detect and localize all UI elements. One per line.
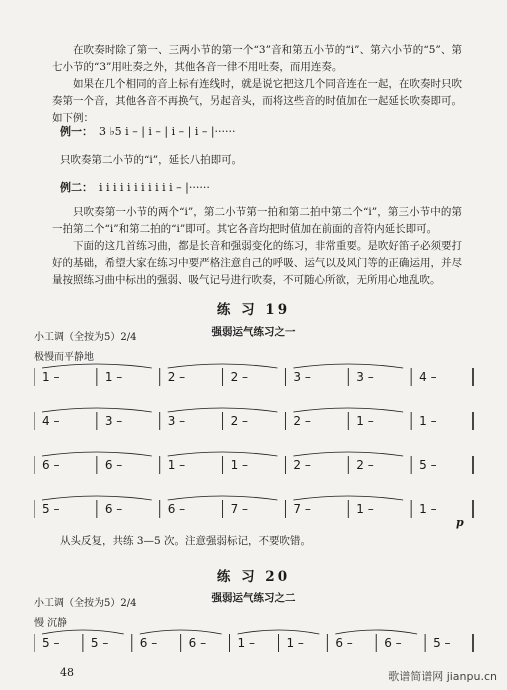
para2-text-1: 只吹奏第一小节的两个“i”，第二小节第一拍和第二拍中第二个“i”，第三小节中的第一拍第二个“i”和第二拍的“i”即可。其它各音均把时值加在前面的音符内延长即可。 <box>52 206 462 235</box>
exercise-20-heading: 练 习 20 <box>216 569 291 585</box>
tie-arc <box>42 496 152 500</box>
second-paragraph <box>52 204 462 289</box>
measure-notes: 2 – <box>293 458 311 472</box>
example-2-notes: i i i i i i i i i i i – |······ <box>99 180 210 194</box>
example-1-caption: 只吹奏第二小节的“i”，延长八拍即可。 <box>60 154 243 166</box>
tie-arc <box>140 630 222 634</box>
exercise-19-row-lines <box>34 406 474 432</box>
measure-notes: 2 – <box>356 458 374 472</box>
exercise-19-key: 小工调（全按为5）2/4 <box>34 332 137 343</box>
measure-notes: 1 – <box>356 414 374 428</box>
measure-notes: 6 – <box>104 502 123 516</box>
measure-notes: 1 – <box>230 458 249 472</box>
measure-notes: 2 – <box>230 414 249 428</box>
measure-notes: 6 – <box>384 636 402 650</box>
tie-arc <box>293 364 403 368</box>
measure-notes: 2 – <box>293 414 311 428</box>
exercise-20-key: 小工调（全按为5）2/4 <box>34 598 137 609</box>
page-number: 48 <box>60 666 74 679</box>
tie-arc <box>168 364 278 368</box>
exercise-20-row <box>34 628 474 654</box>
exercise-19-subtitle: 强弱运气练习之一 <box>211 326 296 338</box>
exercise-19-row <box>34 450 474 476</box>
measure-notes: 1 – <box>167 458 186 472</box>
measure-notes: 5 – <box>419 458 437 472</box>
measure-notes: 5 – <box>42 636 60 650</box>
measure-notes: 6 – <box>188 636 207 650</box>
tie-arc <box>168 496 278 500</box>
exercise-19-row <box>34 362 474 388</box>
para2-text-2: 下面的这几首练习曲，都是长音和强弱变化的练习，非常重要。是吹好笛子必须要打好的基础，希望大家在练习中要严格注意自己的呼吸、运气以及风门等的正确运用，并尽量按照练习曲中标出的强弱、吸气记号进行吹奏，不可随心所欲，无所用心地乱吹。 <box>52 240 462 286</box>
measure-notes: 6 – <box>335 636 353 650</box>
tie-arc <box>42 452 152 456</box>
measure-notes: 7 – <box>230 502 249 516</box>
tie-arc <box>168 408 278 412</box>
exercise-20-subtitle: 强弱运气练习之二 <box>211 592 296 604</box>
tie-arc <box>293 452 403 456</box>
exercise-19-row <box>34 406 474 432</box>
exercise-19-heading: 练 习 19 <box>216 302 291 318</box>
measure-notes: 5 – <box>433 636 451 650</box>
measure-notes: 1 – <box>286 636 304 650</box>
tie-arc <box>293 496 403 500</box>
tie-arc <box>42 364 152 368</box>
intro-text-2: 如果在几个相同的音上标有连线时，就是说它把这几个同音连在一起，在吹奏时只吹奏第一个音，其他各音不再换气，另起音头，而将这些音的时值加在一起延长吹奏即可。如下例： <box>52 78 462 124</box>
measure-notes: 3 – <box>167 414 186 428</box>
measure-notes: 7 – <box>293 502 311 516</box>
tie-arc <box>168 452 278 456</box>
measure-notes: 1 – <box>419 414 437 428</box>
measure-notes: 1 – <box>237 636 255 650</box>
dynamic-marking: p <box>456 516 464 529</box>
measure-notes: 4 – <box>42 414 60 428</box>
tie-arc <box>42 630 124 634</box>
measure-notes: 3 – <box>293 370 311 384</box>
measure-notes: 6 – <box>42 458 60 472</box>
measure-notes: 1 – <box>42 370 60 384</box>
measure-notes: 2 – <box>167 370 186 384</box>
intro-paragraph <box>52 42 462 127</box>
exercise-19-row-lines <box>34 494 474 520</box>
example-1-notes: 3 ♭5 i – | i – | i – | i – |······ <box>99 124 236 138</box>
measure-notes: 6 – <box>104 458 123 472</box>
measure-notes: 3 – <box>104 414 123 428</box>
measure-notes: 6 – <box>167 502 186 516</box>
measure-notes: 6 – <box>139 636 158 650</box>
exercise-19-row-lines <box>34 362 474 388</box>
exercise-19-footer: 从头反复，共练 3—5 次。注意强弱标记，不要吹错。 <box>60 535 312 547</box>
exercise-19-tempo: 极慢而平静地 <box>34 352 94 363</box>
intro-text-1: 在吹奏时除了第一、三两小节的第一个“3”音和第五小节的“i”、第六小节的“5”、第七小节的“3”用吐奏之外，其他各音一律不用吐奏，而用连奏。 <box>52 44 462 73</box>
example-1 <box>60 120 236 142</box>
measure-notes: 2 – <box>230 370 249 384</box>
tie-arc <box>335 630 417 634</box>
example-2 <box>60 176 210 198</box>
measure-notes: 5 – <box>90 636 109 650</box>
measure-notes: 5 – <box>42 502 60 516</box>
exercise-20-tempo: 慢 沉静 <box>34 618 68 629</box>
tie-arc <box>293 408 403 412</box>
tie-arc <box>238 630 320 634</box>
site-watermark: 歌谱简谱网 jianpu.cn <box>388 670 497 683</box>
example-1-label: 例一： <box>60 125 93 138</box>
measure-notes: 1 – <box>104 370 123 384</box>
exercise-19-row <box>34 494 474 520</box>
measure-notes: 1 – <box>419 502 437 516</box>
measure-notes: 3 – <box>356 370 374 384</box>
exercise-19-row-lines <box>34 450 474 476</box>
example-2-label: 例二： <box>60 181 93 194</box>
measure-notes: 4 – <box>419 370 437 384</box>
measure-notes: 1 – <box>356 502 374 516</box>
tie-arc <box>42 408 152 412</box>
